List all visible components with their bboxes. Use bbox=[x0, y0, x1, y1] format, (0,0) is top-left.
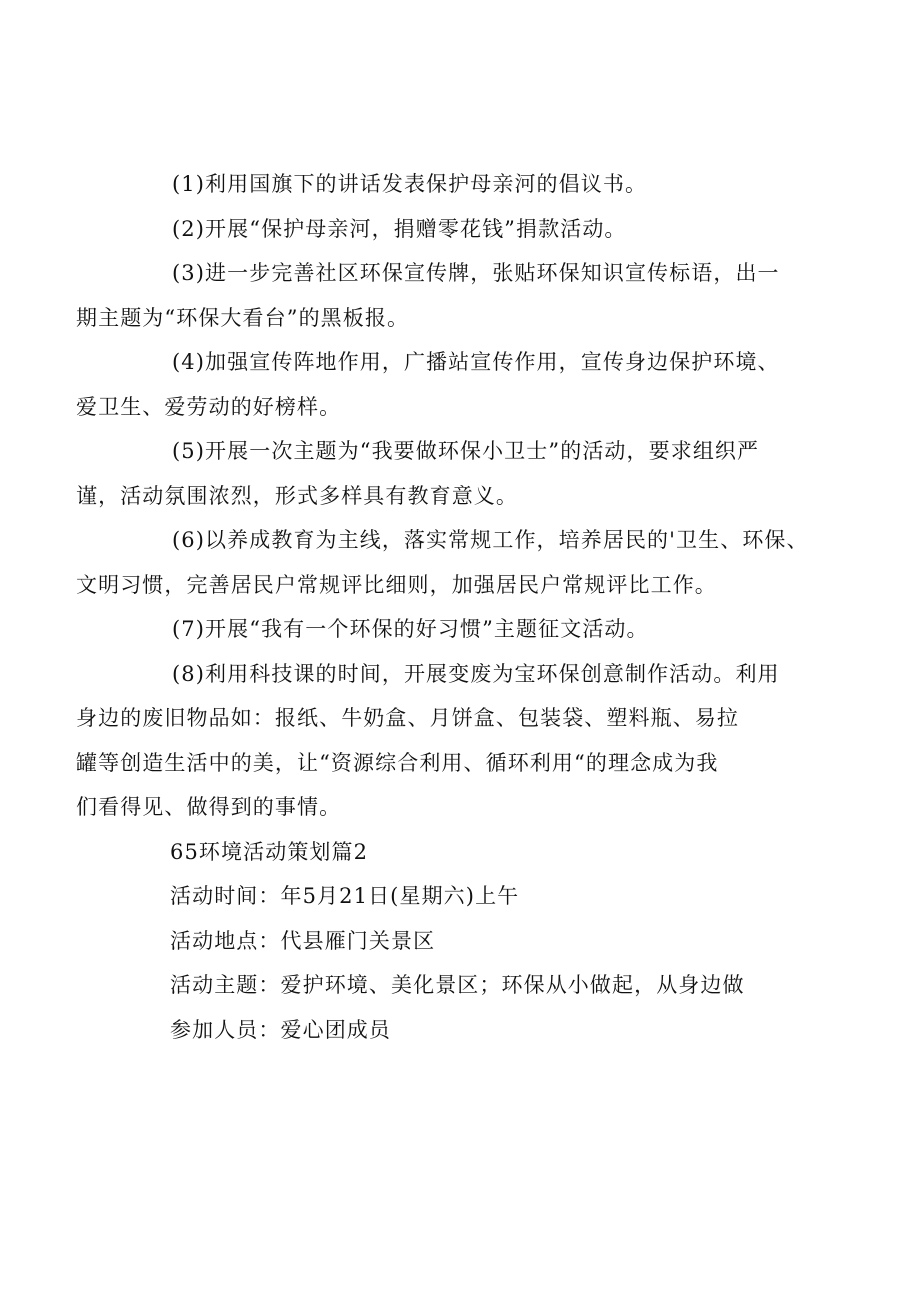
activity-time: 活动时间：年5月21日(星期六)上午 bbox=[170, 884, 520, 908]
list-item-text: (7)开展“我有一个环保的好习惯”主题征文活动。 bbox=[172, 617, 649, 641]
list-item bbox=[170, 162, 820, 207]
list-item bbox=[76, 429, 820, 518]
list-item-continuation: 罐等创造生活中的美，让“资源综合利用、循环利用“的理念成为我 bbox=[76, 750, 719, 775]
list-item-text: (4)加强宣传阵地作用，广播站宣传作用，宣传身边保护环境、 bbox=[172, 350, 780, 374]
list-item bbox=[76, 518, 820, 607]
list-item-continuation: 们看得见、做得到的事情。 bbox=[76, 795, 342, 819]
list-item bbox=[76, 340, 820, 429]
list-item-continuation: 谨，活动氛围浓烈，形式多样具有教育意义。 bbox=[76, 483, 518, 508]
list-item-continuation: 爱卫生、爱劳动的好榜样。 bbox=[76, 394, 342, 419]
list-item-text: (5)开展一次主题为“我要做环保小卫士”的活动，要求组织严 bbox=[172, 439, 760, 463]
list-item-text: (6)以养成教育为主线，落实常规工作，培养居民的'卫生、环保、 bbox=[172, 528, 809, 552]
list-item-continuation: 身边的废旧物品如：报纸、牛奶盒、月饼盒、包装袋、塑料瓶、易拉 bbox=[76, 706, 739, 730]
activity-place: 活动地点：代县雁门关景区 bbox=[170, 928, 436, 953]
list-item bbox=[76, 251, 820, 340]
list-item-continuation: 文明习惯，完善居民户常规评比细则，加强居民户常规评比工作。 bbox=[76, 572, 717, 597]
activity-theme: 活动主题：爱护环境、美化景区；环保从小做起，从身边做 bbox=[170, 973, 745, 997]
list-item bbox=[170, 207, 820, 252]
list-item-text: (3)进一步完善社区环保宣传牌，张贴环保知识宣传标语，出一 bbox=[172, 261, 780, 285]
list-item bbox=[170, 607, 820, 652]
list-item-continuation: 期主题为“环保大看台”的黑板报。 bbox=[76, 305, 410, 330]
section-heading: 65环境活动策划篇2 bbox=[170, 839, 369, 864]
document-body bbox=[76, 162, 820, 1052]
list-item-text: (2)开展“保护母亲河，捐赠零花钱”捐款活动。 bbox=[172, 216, 627, 241]
activity-participants: 参加人员：爱心团成员 bbox=[170, 1017, 391, 1042]
list-item-text: (1)利用国旗下的讲话发表保护母亲河的倡议书。 bbox=[172, 172, 648, 196]
list-item-text: (8)利用科技课的时间，开展变废为宝环保创意制作活动。利用 bbox=[172, 661, 780, 686]
list-item bbox=[76, 652, 820, 830]
